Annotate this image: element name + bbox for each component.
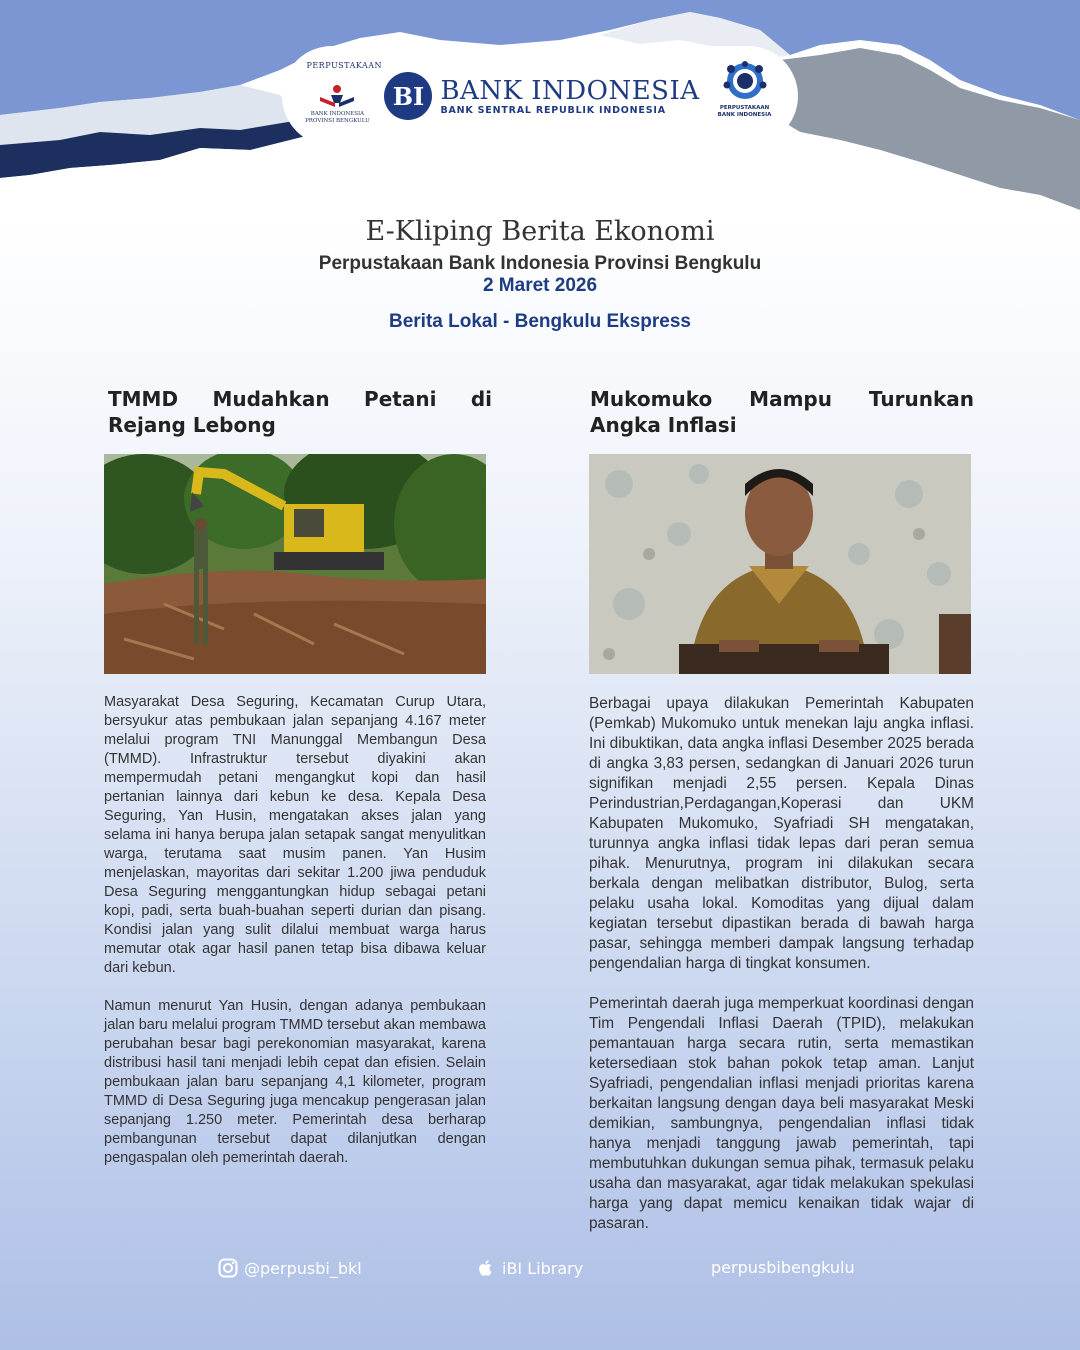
article-2-photo (589, 454, 971, 674)
article-2-title: Mukomuko Mampu Turunkan Angka Inflasi (590, 387, 974, 437)
perpustakaan-logo (304, 61, 383, 131)
bi-monogram: BI (384, 72, 432, 120)
bi-name: BANK INDONESIA (440, 75, 700, 106)
bank-indonesia-logo (384, 72, 699, 120)
article-2-paragraph: Pemerintah daerah juga memperkuat koordinasi dengan Tim Pengendali Inflasi Daerah (TPID), melakukan pemantauan harga secara rutin, serta memastikan ketersediaan stok bahan pokok tetap aman. Lanjut Syafriadi, pengendalian inflasi menjadi prioritas karena berkaitan langsung dengan daya beli masyarakat Meski demikian, sambungnya, pengendalian inflasi tidak hanya menjadi tanggung jawab pemerintah, tapi membutuhkan dukungan semua pihak, termasuk pelaku usaha dan masyarakat, agar tidak melakukan spekulasi harga yang dapat memicu kenaikan tidak wajar di pasaran. (589, 995, 974, 1232)
article-1-photo (104, 454, 486, 674)
library-badge-icon (719, 61, 771, 103)
official-portrait-illustration (589, 454, 971, 674)
apple-icon (476, 1258, 496, 1278)
excavator-photo-illustration (104, 454, 486, 674)
article-1-paragraph: Masyarakat Desa Seguring, Kecamatan Curup Utara, bersyukur atas pembukaan jalan sepanjang 4.167 meter melalui program TNI Manunggal Membangun Desa (TMMD). Infrastruktur tersebut diyakini akan mempermudah petani mengangkut kopi dan hasil pertanian lainnya dari kebun ke desa. Kepala Desa Seguring, Yan Husin, mengatakan akses jalan yang selama ini hanya berupa jalan setapak sangat menyulitkan warga, terutama saat musim panen. Yan Husim menjelaskan, mayoritas dari sekitar 1.200 jiwa penduduk Desa Seguring menggantungkan hidup sebagai petani kopi, padi, serta buah-buahan seperti durian dan pisang. Kondisi jalan yang sulit dilalui membuat warga harus memutar otak agar hasil panen tetap bisa dibawa keluar dari kebun. (104, 694, 486, 976)
footer-instagram[interactable] (218, 1258, 362, 1278)
app-name: iBI Library (502, 1258, 584, 1278)
book-person-icon (318, 83, 356, 109)
article-1-body (104, 693, 486, 1168)
page-title: E-Kliping Berita Ekonomi (365, 216, 715, 247)
article-1-title: TMMD Mudahkan Petani di Rejang Lebong (108, 387, 492, 437)
footer-app[interactable] (476, 1258, 583, 1278)
footer (0, 1258, 1080, 1282)
article-1-paragraph: Namun menurut Yan Husin, dengan adanya pembukaan jalan baru melalui program TMMD tersebut akan membawa perubahan besar bagi perekonomian masyarakat, karena distribusi hasil tani menjadi lebih cepat dan efisien. Selain pembukaan jalan baru sepanjang 4,1 kilometer, program TMMD di Desa Seguring juga mencakup pengerasan jalan sepanjang 1.250 meter. Pemerintah desa berharap pembangunan tersebut dapat dilanjutkan dengan pengaspalan oleh pemerintah daerah. (104, 998, 486, 1166)
web-name: perpusbibengkulu (711, 1258, 855, 1277)
perpustakaan-bi-logo (714, 61, 776, 131)
page-subtitle: Perpustakaan Bank Indonesia Provinsi Bengkulu (318, 253, 762, 274)
perpustakaan-logo-caption: BANK INDONESIA PROVINSI BENGKULU (305, 111, 370, 124)
instagram-handle: @perpusbi_bkl (244, 1258, 362, 1278)
logo-bar (282, 46, 798, 146)
footer-web[interactable] (711, 1258, 855, 1277)
perpustakaan-logo-arc-text: PERPUSTAKAAN (306, 61, 383, 70)
article-2-body (589, 694, 974, 1234)
bi-tagline: BANK SENTRAL REPUBLIK INDONESIA (440, 104, 666, 116)
section-label: Berita Lokal - Bengkulu Ekspress (389, 311, 691, 332)
perpustakaan-bi-caption: PERPUSTAKAAN BANK INDONESIA (717, 105, 772, 118)
instagram-icon (218, 1258, 238, 1278)
article-2-paragraph: Berbagai upaya dilakukan Pemerintah Kabupaten (Pemkab) Mukomuko untuk menekan laju angka inflasi. Ini dibuktikan, data angka inflasi Desember 2025 berada di angka 3,83 persen, sedangkan di Januari 2026 turun signifikan menjadi 2,55 persen. Kepala Dinas Perindustrian,Perdagangan,Koperasi dan UKM Kabupaten Mukomuko, Syafriadi SH mengatakan, turunnya angka inflasi tidak lepas dari peran semua pihak. Menurutnya, program ini dilakukan secara berkala dengan melibatkan distributor, Bulog, serta pelaku usaha lokal. Komoditas yang dijual dalam kegiatan tersebut dipastikan berada di bawah harga pasar, sehingga memberi dampak langsung terhadap pengendalian harga di tingkat konsumen. (589, 695, 974, 972)
page-date: 2 Maret 2026 (482, 275, 598, 296)
